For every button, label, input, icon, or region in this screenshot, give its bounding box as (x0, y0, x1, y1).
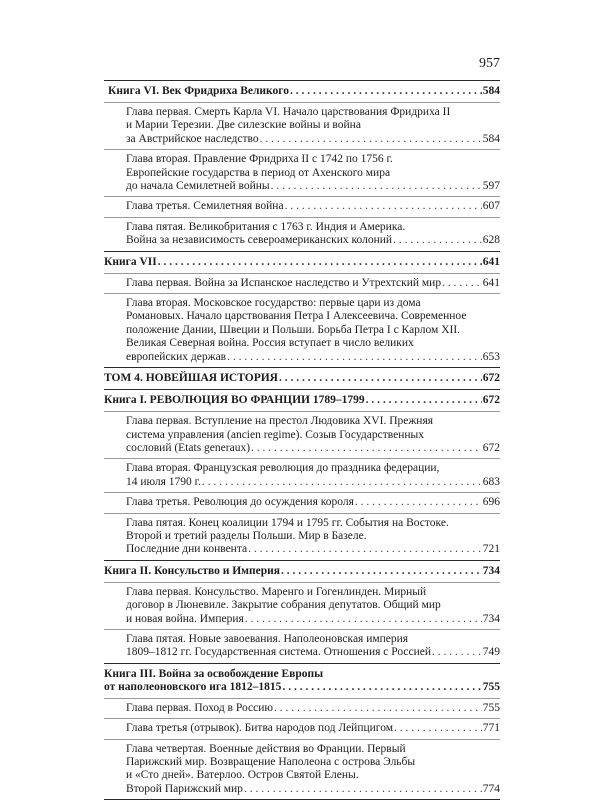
entry-last-line (104, 256, 500, 269)
chapter-entry[interactable] (104, 458, 500, 492)
entry-page-number: 597 (482, 180, 500, 193)
dot-leader (245, 613, 482, 626)
entry-text-line: Глава первая. Вступление на престол Людовика XVI. Прежняя (126, 415, 434, 428)
entry-page-number: 734 (482, 612, 500, 625)
dot-leader (394, 722, 482, 735)
dot-leader (260, 133, 482, 146)
entry-last-line (126, 277, 500, 290)
dot-leader (251, 442, 482, 455)
entry-page-number: 721 (482, 543, 500, 556)
chapter-entry[interactable] (104, 718, 500, 738)
entry-text-line: Великая Северная война. Россия вступает в число великих (126, 337, 414, 350)
entry-text-line: и Марии Терезии. Две силезские войны и война (126, 119, 361, 132)
entry-text-line: Книга I. РЕВОЛЮЦИЯ ВО ФРАНЦИИ 1789–1799 (104, 394, 365, 407)
page-number: 957 (479, 56, 500, 71)
entry-text-line: 1809–1812 гг. Государственная система. Отношения с Россией (126, 646, 432, 659)
section-heading[interactable] (104, 252, 500, 273)
entry-text-line: 14 июля 1790 г. (126, 475, 201, 488)
entry-text-line: договор в Люневиле. Закрытие собрания депутатов. Общий мир (126, 599, 441, 612)
entry-text-line: Глава пятая. Великобритания с 1763 г. Индия и Америка. (126, 220, 406, 233)
toc-section (104, 390, 500, 561)
entry-page-number: 774 (482, 782, 500, 795)
entry-page-number: 641 (482, 255, 500, 268)
dot-leader (244, 783, 482, 796)
entry-page-number: 749 (482, 646, 500, 659)
entry-page-number: 653 (482, 350, 500, 363)
entry-text-line: Романовых. Начало царствования Петра I Алексеевича. Современное (126, 310, 467, 323)
entry-text-line: Книга VI. Век Фридриха Великого (108, 85, 289, 97)
entry-page-number: 672 (482, 441, 500, 454)
entry-text-line: Глава третья (отрывок). Битва народов под Лейпцигом (126, 722, 394, 735)
entry-last-line (104, 372, 500, 385)
entry-text-line: Глава первая. Война за Испанское наследство и Утрехтский мир (126, 276, 442, 289)
entry-last-line (126, 496, 500, 509)
section-heading[interactable] (104, 368, 500, 389)
chapter-entry[interactable] (104, 492, 500, 512)
section-heading[interactable] (104, 81, 500, 102)
entry-last-line (126, 442, 500, 455)
dot-leader (202, 476, 482, 489)
chapter-entry[interactable] (104, 293, 500, 367)
entry-last-line (126, 351, 500, 364)
chapter-entry[interactable] (104, 196, 500, 216)
entry-last-line (104, 394, 500, 407)
dot-leader (285, 200, 482, 213)
dot-leader (432, 646, 482, 659)
chapter-entry[interactable] (104, 102, 500, 149)
entry-text-line: Глава пятая. Новые завоевания. Наполеоновская империя (126, 632, 409, 645)
entry-text-line: Глава пятая. Конец коалиции 1794 и 1795 гг. События на Востоке. (126, 516, 449, 529)
toc-section (104, 368, 500, 390)
dot-leader (281, 565, 482, 578)
toc-section (104, 561, 500, 664)
entry-last-line (126, 200, 500, 213)
chapter-entry[interactable] (104, 629, 500, 663)
entry-text-line: Глава вторая. Правление Фридриха II с 1742 по 1756 г. (126, 153, 393, 166)
entry-text-line: сословий (Etats generaux) (126, 441, 251, 454)
toc-section (104, 664, 500, 800)
entry-last-line (126, 476, 500, 489)
entry-text-line: Глава вторая. Французская революция до праздника федерации, (126, 462, 440, 475)
entry-page-number: 607 (482, 200, 500, 213)
entry-text-line: положение Дании, Швеции и Польши. Борьба Петра I с Карлом XII. (126, 323, 461, 336)
dot-leader (227, 351, 482, 364)
chapter-entry[interactable] (104, 411, 500, 458)
chapter-entry[interactable] (104, 513, 500, 560)
entry-text-line: Глава первая. Консульство. Маренго и Гогенлинден. Мирный (126, 585, 427, 598)
entry-last-line (126, 646, 500, 659)
entry-last-line (126, 702, 500, 715)
entry-page-number: 628 (482, 234, 500, 247)
entry-last-line (126, 783, 500, 796)
entry-last-line (126, 722, 500, 735)
entry-text-line: Глава третья. Революция до осуждения короля (126, 496, 354, 509)
chapter-entry[interactable] (104, 273, 500, 293)
chapter-entry[interactable] (104, 582, 500, 629)
chapter-entry[interactable] (104, 739, 500, 800)
entry-text-line: от наполеоновского ига 1812–1815 (104, 680, 282, 693)
entry-page-number: 641 (482, 276, 500, 289)
entry-text-line: Глава третья. Семилетняя война (126, 200, 284, 213)
entry-page-number: 755 (482, 701, 500, 714)
entry-text-line: до начала Семилетней войны (126, 180, 270, 193)
dot-leader (279, 372, 482, 385)
entry-text-line: Второй и третий разделы Польши. Мир в Базеле. (126, 529, 367, 542)
entry-text-line: за Австрийское наследство (126, 132, 259, 145)
entry-last-line (108, 85, 500, 98)
entry-text-line: Парижский мир. Возвращение Наполеона с острова Эльбы (126, 756, 416, 768)
entry-text-line: Последние дни конвента (126, 543, 248, 556)
entry-last-line (126, 133, 500, 146)
entry-last-line (104, 681, 500, 694)
entry-text-line: европейских держав (126, 350, 227, 363)
entry-page-number: 672 (482, 394, 500, 407)
entry-text-line: ТОМ 4. НОВЕЙШАЯ ИСТОРИЯ (104, 372, 278, 385)
section-heading[interactable] (104, 664, 500, 698)
entry-text-line: система управления (ancien regime). Созыв Государственных (126, 428, 424, 441)
entry-text-line: Книга VII (104, 255, 157, 268)
dot-leader (393, 234, 482, 247)
dot-leader (355, 496, 482, 509)
toc-section (104, 81, 500, 252)
entry-page-number: 683 (482, 475, 500, 488)
entry-last-line (126, 234, 500, 247)
chapter-entry[interactable] (104, 698, 500, 718)
entry-page-number: 771 (482, 722, 500, 735)
toc-section (104, 252, 500, 368)
entry-text-line: Глава первая. Смерть Карла VI. Начало царствования Фридриха II (126, 106, 451, 118)
entry-last-line (126, 180, 500, 193)
dot-leader (366, 394, 482, 407)
entry-page-number: 755 (482, 680, 500, 693)
table-of-contents (104, 80, 500, 800)
section-heading[interactable] (104, 390, 500, 411)
entry-text-line: Книга II. Консульство и Империя (104, 564, 280, 577)
chapter-entry[interactable] (104, 217, 500, 251)
entry-text-line: Европейские государства в период от Ахенского мира (126, 166, 391, 179)
dot-leader (248, 543, 482, 556)
entry-text-line: и «Сто дней». Ватерлоо. Остров Святой Елены. (126, 769, 359, 782)
entry-page-number: 734 (482, 564, 500, 577)
entry-page-number: 696 (482, 496, 500, 509)
dot-leader (442, 277, 482, 290)
entry-page-number: 672 (482, 372, 500, 385)
chapter-entry[interactable] (104, 149, 500, 196)
dot-leader (290, 85, 482, 98)
section-heading[interactable] (104, 561, 500, 582)
entry-last-line (126, 613, 500, 626)
entry-text-line: Война за независимость североамериканских колоний (126, 234, 393, 247)
entry-text-line: и новая война. Империя (126, 612, 244, 625)
entry-text-line: Глава вторая. Московское государство: первые цари из дома (126, 297, 421, 310)
entry-last-line (126, 543, 500, 556)
entry-text-line: Второй Парижский мир (126, 782, 243, 795)
entry-last-line (104, 565, 500, 578)
entry-text-line: Книга III. Война за освобождение Европы (104, 667, 324, 680)
dot-leader (274, 702, 482, 715)
dot-leader (282, 681, 481, 694)
entry-text-line: Глава первая. Поход в Россию (126, 701, 273, 714)
dot-leader (158, 256, 482, 269)
entry-page-number: 584 (482, 132, 500, 145)
entry-text-line: Глава четвертая. Военные действия во Франции. Первый (126, 742, 406, 755)
dot-leader (271, 180, 482, 193)
entry-page-number: 584 (482, 85, 500, 97)
